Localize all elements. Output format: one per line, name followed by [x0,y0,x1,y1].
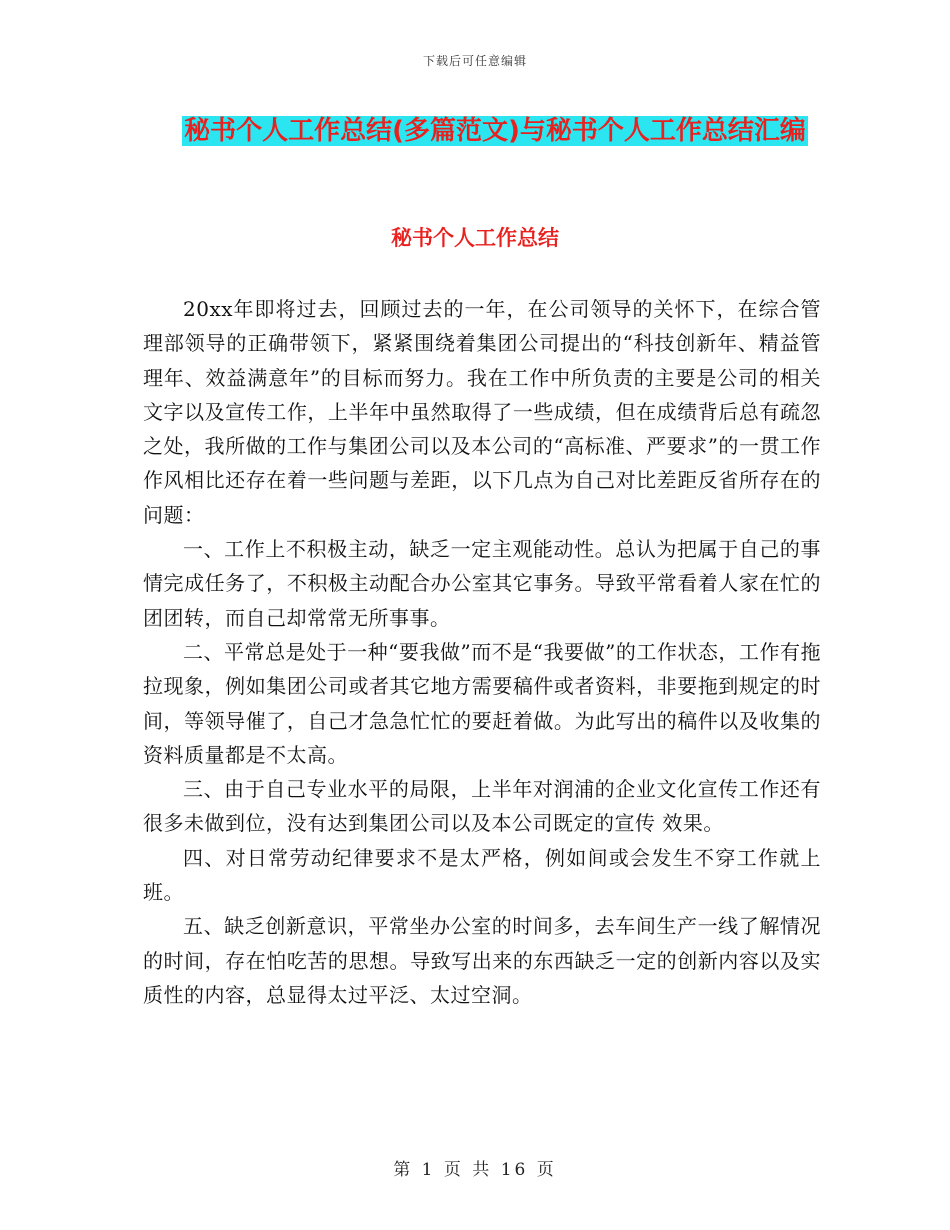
paragraph: 一、工作上不积极主动，缺乏一定主观能动性。总认为把属于自己的事情完成任务了，不积极主动配合办公室其它事务。导致平常看着人家在忙的团团转，而自己却常常无所事事。 [143,537,821,630]
document-body [143,292,821,1012]
paragraph: 五、缺乏创新意识，平常坐办公室的时间多，去车间生产一线了解情况的时间，存在怕吃苦的思想。导致写出来的东西缺乏一定的创新内容以及实质性的内容，总显得太过平泛、太过空洞。 [143,914,821,1007]
section-title: 秘书个人工作总结 [391,226,559,250]
paragraph: 四、对日常劳动纪律要求不是太严格，例如间或会发生不穿工作就上班。 [143,845,821,905]
paragraph: 二、平常总是处于一种“要我做”而不是“我要做”的工作状态，工作有拖拉现象，例如集团公司或者其它地方需要稿件或者资料，非要拖到规定的时间，等领导催了，自己才急急忙忙的要赶着做。为此写出的稿件以及收集的资料质量都是不太高。 [143,639,821,767]
header-note: 下载后可任意编辑 [422,54,527,68]
document-title-text: 秘书个人工作总结(多篇范文)与秘书个人工作总结汇编 [184,116,806,146]
document-title [170,110,820,152]
paragraph: 三、由于自己专业水平的局限，上半年对润浦的企业文化宣传工作还有很多未做到位，没有达到集团公司以及本公司既定的宣传 效果。 [143,777,821,836]
paragraph: 20xx年即将过去，回顾过去的一年，在公司领导的关怀下，在综合管理部领导的正确带领下，紧紧围绕着集团公司提出的“科技创新年、精益管理年、效益满意年”的目标而努力。我在工作中所负责的主要是公司的相关文字以及宣传工作，上半年中虽然取得了一些成绩，但在成绩背后总有疏忽之处，我所做的工作与集团公司以及本公司的“高标准、严要求”的一贯工作作风相比还存在着一些问题与差距，以下几点为自己对比差距反省所存在的问题： [143,297,821,527]
page-number-footer: 第 1 页 共 16 页 [393,1160,557,1180]
